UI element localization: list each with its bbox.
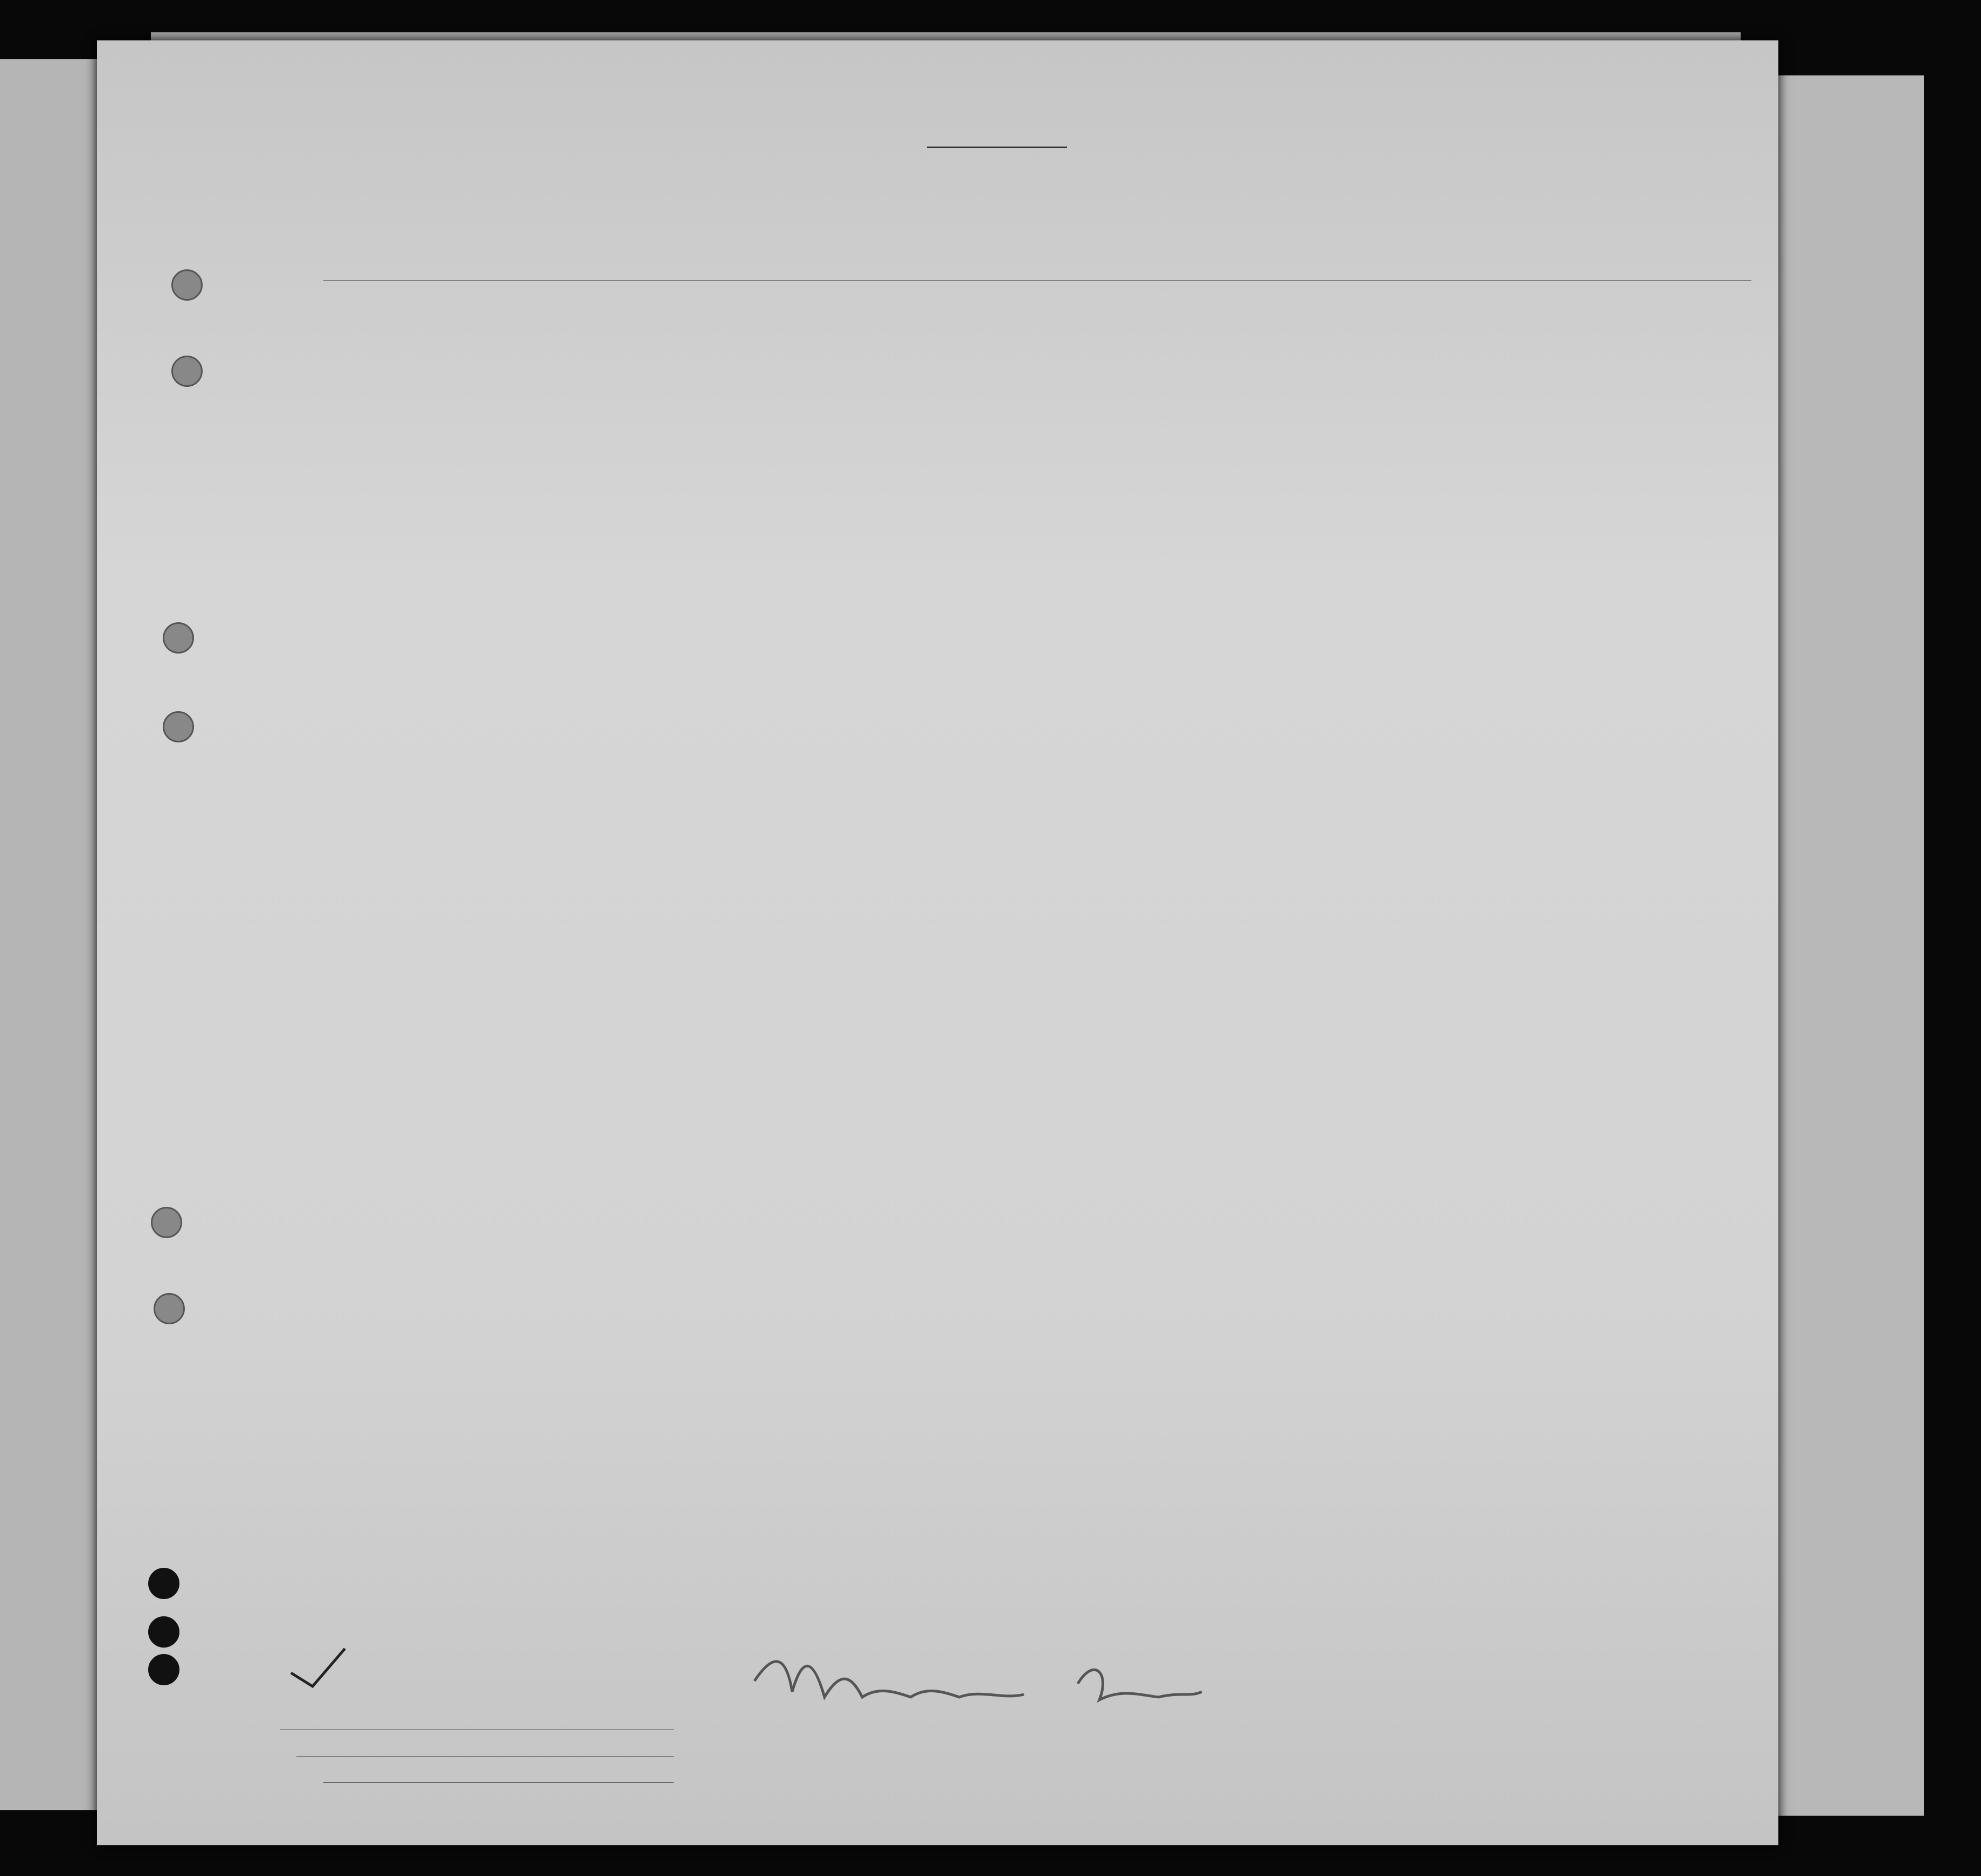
signature bbox=[754, 1662, 1202, 1700]
owners-rule bbox=[296, 1756, 674, 1757]
line-rule bbox=[280, 1729, 674, 1730]
check-mark bbox=[291, 1649, 345, 1686]
agents-rule bbox=[323, 1782, 674, 1783]
